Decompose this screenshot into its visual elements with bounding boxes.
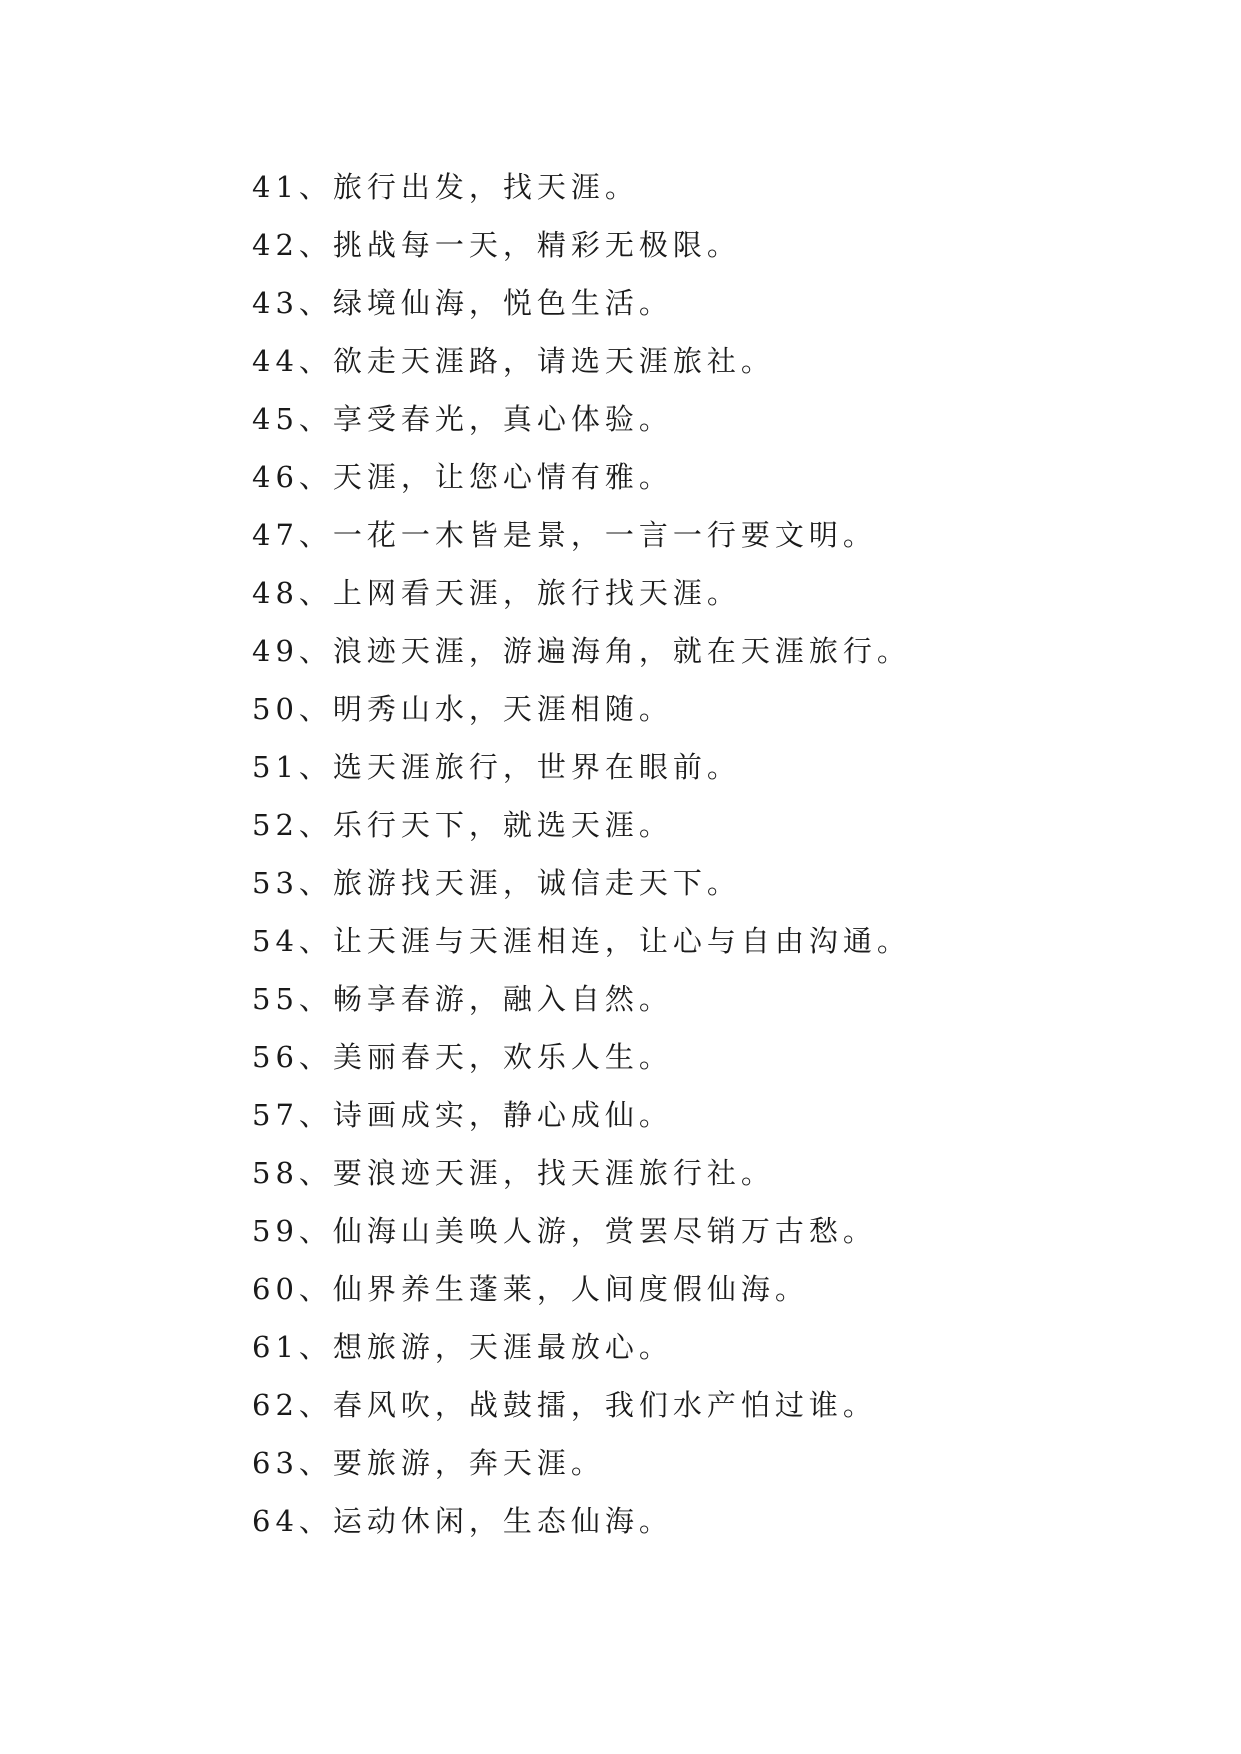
list-item: 54、让天涯与天涯相连，让心与自由沟通。 — [252, 924, 911, 958]
list-item: 61、想旅游，天涯最放心。 — [252, 1330, 673, 1364]
list-item: 48、上网看天涯，旅行找天涯。 — [252, 576, 741, 610]
list-item: 62、春风吹，战鼓擂，我们水产怕过谁。 — [252, 1388, 877, 1422]
list-item: 63、要旅游，奔天涯。 — [252, 1446, 605, 1480]
list-item: 44、欲走天涯路，请选天涯旅社。 — [252, 344, 775, 378]
list-item: 45、享受春光，真心体验。 — [252, 402, 673, 436]
list-item: 47、一花一木皆是景，一言一行要文明。 — [252, 518, 877, 552]
slogan-list — [252, 158, 911, 1550]
list-item: 43、绿境仙海，悦色生活。 — [252, 286, 673, 320]
list-item: 59、仙海山美唤人游，赏罢尽销万古愁。 — [252, 1214, 877, 1248]
list-item: 55、畅享春游，融入自然。 — [252, 982, 673, 1016]
list-item: 50、明秀山水，天涯相随。 — [252, 692, 673, 726]
list-item: 52、乐行天下，就选天涯。 — [252, 808, 673, 842]
list-item: 60、仙界养生蓬莱，人间度假仙海。 — [252, 1272, 809, 1306]
list-item: 53、旅游找天涯，诚信走天下。 — [252, 866, 741, 900]
list-item: 51、选天涯旅行，世界在眼前。 — [252, 750, 741, 784]
list-item: 46、天涯，让您心情有雅。 — [252, 460, 673, 494]
list-item: 57、诗画成实，静心成仙。 — [252, 1098, 673, 1132]
list-item: 58、要浪迹天涯，找天涯旅行社。 — [252, 1156, 775, 1190]
list-item: 49、浪迹天涯，游遍海角，就在天涯旅行。 — [252, 634, 911, 668]
list-item: 56、美丽春天，欢乐人生。 — [252, 1040, 673, 1074]
list-item: 64、运动休闲，生态仙海。 — [252, 1504, 673, 1538]
list-item: 41、旅行出发，找天涯。 — [252, 170, 639, 204]
list-item: 42、挑战每一天，精彩无极限。 — [252, 228, 741, 262]
